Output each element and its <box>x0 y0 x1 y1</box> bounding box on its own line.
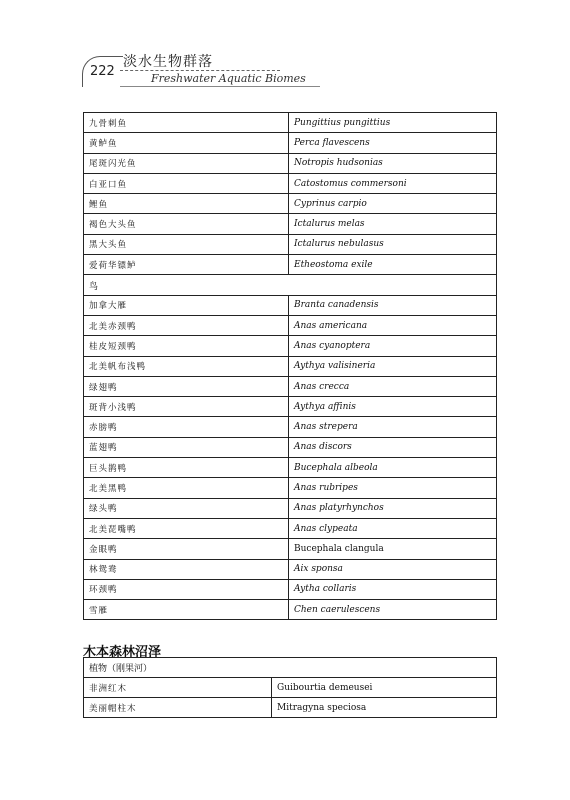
section-label: 鸟 <box>84 275 497 295</box>
common-name-cell: 巨头鹊鸭 <box>84 458 289 478</box>
common-name-cell: 非洲红木 <box>84 678 272 698</box>
scientific-name-cell: Anas americana <box>289 315 497 335</box>
common-name-cell: 桂皮短颈鸭 <box>84 336 289 356</box>
table-row <box>84 194 497 214</box>
section-title: 木本森林沼泽 <box>83 645 162 660</box>
table-row <box>84 600 497 620</box>
table-row <box>84 113 497 133</box>
running-title-zh: 淡水生物群落 <box>123 54 213 70</box>
common-name-cell: 林鸳鸯 <box>84 559 289 579</box>
table-row <box>84 214 497 234</box>
common-name-cell: 赤膀鸭 <box>84 417 289 437</box>
table-row <box>84 698 497 718</box>
table-row <box>84 295 497 315</box>
common-name-cell: 绿头鸭 <box>84 498 289 518</box>
common-name-cell: 褐色大头鱼 <box>84 214 289 234</box>
scientific-name-cell: Anas rubripes <box>289 478 497 498</box>
table-row <box>84 234 497 254</box>
header-dashed-rule <box>120 70 280 71</box>
table-row <box>84 356 497 376</box>
table-row <box>84 559 497 579</box>
scientific-name-cell: Guibourtia demeusei <box>272 678 497 698</box>
common-name-cell: 北美赤颈鸭 <box>84 315 289 335</box>
scientific-name-cell: Catostomus commersoni <box>289 173 497 193</box>
common-name-cell: 九骨刺鱼 <box>84 113 289 133</box>
table-row <box>84 678 497 698</box>
common-name-cell: 黄鲈鱼 <box>84 133 289 153</box>
scientific-name-cell: Cyprinus carpio <box>289 194 497 214</box>
scientific-name-cell: Aythya valisineria <box>289 356 497 376</box>
section-row-birds <box>84 275 497 295</box>
common-name-cell: 蓝翅鸭 <box>84 437 289 457</box>
common-name-cell: 鲤鱼 <box>84 194 289 214</box>
common-name-cell: 北美帆布浅鸭 <box>84 356 289 376</box>
table-row <box>84 153 497 173</box>
scientific-name-cell: Etheostoma exile <box>289 255 497 275</box>
table-row <box>84 133 497 153</box>
scientific-name-cell: Bucephala clangula <box>289 539 497 559</box>
common-name-cell: 北美琵嘴鸭 <box>84 518 289 538</box>
table-row <box>84 518 497 538</box>
common-name-cell: 白亚口鱼 <box>84 173 289 193</box>
common-name-cell: 斑背小浅鸭 <box>84 397 289 417</box>
table-row <box>84 397 497 417</box>
scientific-name-cell: Pungittius pungittius <box>289 113 497 133</box>
table-row <box>84 173 497 193</box>
table-row <box>84 498 497 518</box>
scientific-name-cell: Aytha collaris <box>289 579 497 599</box>
table-row <box>84 255 497 275</box>
scientific-name-cell: Mitragyna speciosa <box>272 698 497 718</box>
scientific-name-cell: Aix sponsa <box>289 559 497 579</box>
common-name-cell: 美丽帽柱木 <box>84 698 272 718</box>
table-row <box>84 437 497 457</box>
table-row <box>84 579 497 599</box>
table-row <box>84 376 497 396</box>
common-name-cell: 雪雁 <box>84 600 289 620</box>
header-rule <box>120 86 320 87</box>
scientific-name-cell: Perca flavescens <box>289 133 497 153</box>
scientific-name-cell: Bucephala albeola <box>289 458 497 478</box>
common-name-cell: 金眼鸭 <box>84 539 289 559</box>
common-name-cell: 绿翅鸭 <box>84 376 289 396</box>
scientific-name-cell: Anas platyrhynchos <box>289 498 497 518</box>
common-name-cell: 尾斑闪光鱼 <box>84 153 289 173</box>
common-name-cell: 爱荷华镖鲈 <box>84 255 289 275</box>
scientific-name-cell: Ictalurus nebulasus <box>289 234 497 254</box>
scientific-name-cell: Anas strepera <box>289 417 497 437</box>
scientific-name-cell: Anas crecca <box>289 376 497 396</box>
scientific-name-cell: Anas clypeata <box>289 518 497 538</box>
scientific-name-cell: Branta canadensis <box>289 295 497 315</box>
table-row <box>84 478 497 498</box>
table-row <box>84 336 497 356</box>
common-name-cell: 加拿大雁 <box>84 295 289 315</box>
table-subheader-row <box>84 658 497 678</box>
swamp-plants-table <box>83 657 497 718</box>
table-subheader: 植物（刚果河） <box>84 658 497 678</box>
scientific-name-cell: Anas cyanoptera <box>289 336 497 356</box>
scientific-name-cell: Chen caerulescens <box>289 600 497 620</box>
scientific-name-cell: Ictalurus melas <box>289 214 497 234</box>
table-row <box>84 315 497 335</box>
scientific-name-cell: Aythya affinis <box>289 397 497 417</box>
table-row <box>84 539 497 559</box>
table-row <box>84 458 497 478</box>
scientific-name-cell: Anas discors <box>289 437 497 457</box>
common-name-cell: 北美黑鸭 <box>84 478 289 498</box>
running-title-en: Freshwater Aquatic Biomes <box>151 72 306 85</box>
species-table <box>83 112 497 620</box>
scientific-name-cell: Notropis hudsonias <box>289 153 497 173</box>
common-name-cell: 环颈鸭 <box>84 579 289 599</box>
table-row <box>84 417 497 437</box>
page-number: 222 <box>90 64 115 79</box>
page-header <box>76 48 496 88</box>
common-name-cell: 黑大头鱼 <box>84 234 289 254</box>
